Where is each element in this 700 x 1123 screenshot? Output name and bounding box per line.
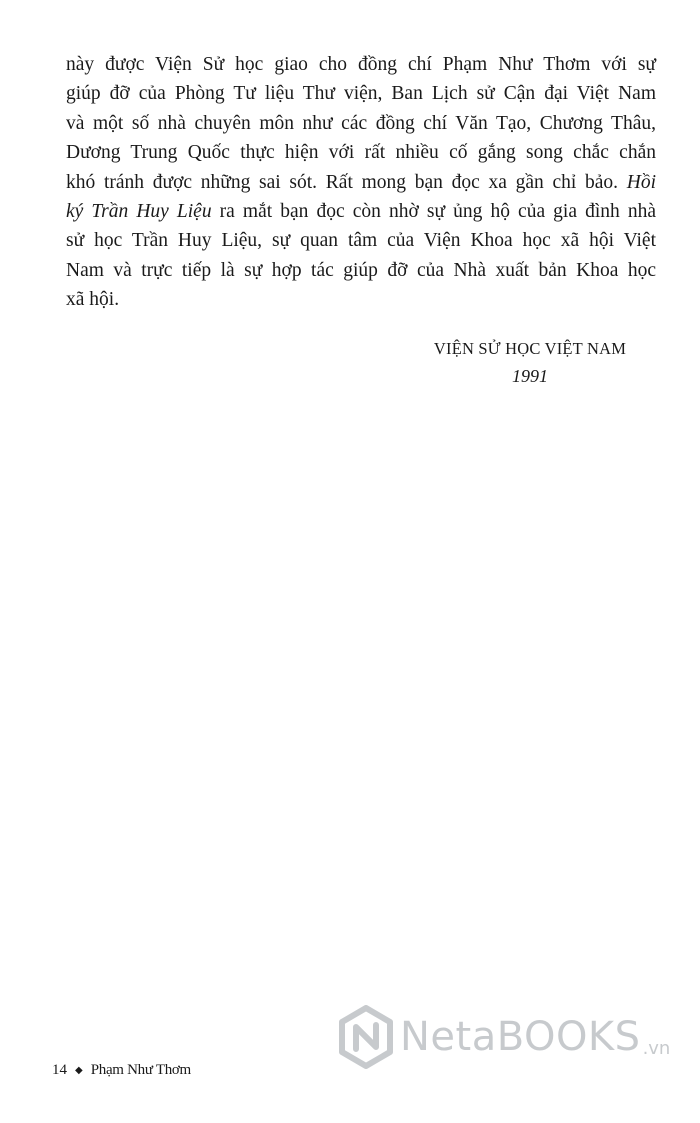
text-line: Nam và trực tiếp là sự hợp tác giúp đỡ của Nhà xuất bản Khoa học <box>66 259 656 281</box>
book-title-italic: Hồi <box>626 171 656 193</box>
page-footer <box>52 1062 191 1079</box>
diamond-bullet-icon: ◆ <box>75 1065 83 1076</box>
text-line: sử học Trần Huy Liệu, sự quan tâm của Viện Khoa học xã hội Việt <box>66 230 656 252</box>
text-line <box>66 168 656 197</box>
text-segment: khó tránh được những sai sót. Rất mong bạn đọc xa gần chỉ bảo. <box>66 171 619 193</box>
text-line: này được Viện Sử học giao cho đồng chí Phạm Như Thơm với sự <box>66 54 656 75</box>
text-line: Dương Trung Quốc thực hiện với rất nhiều cố gắng song chắc chắn <box>66 142 656 164</box>
text-line: và một số nhà chuyên môn như các đồng chí Văn Tạo, Chương Thâu, <box>66 112 656 134</box>
footer-author: Phạm Như Thơm <box>90 1062 191 1078</box>
page-number: 14 <box>52 1062 67 1078</box>
signature-org: VIỆN SỬ HỌC VIỆT NAM <box>433 339 627 358</box>
watermark <box>338 1005 670 1069</box>
text-line <box>66 197 656 226</box>
text-line: giúp đỡ của Phòng Tư liệu Thư viện, Ban Lịch sử Cận đại Việt Nam <box>66 83 656 105</box>
watermark-brand: NetaBOOKS <box>400 1014 641 1060</box>
signature-block <box>380 336 680 390</box>
watermark-tld: .vn <box>642 1038 671 1059</box>
signature-year: 1991 <box>512 366 548 386</box>
text-segment: ra mắt bạn đọc còn nhờ sự ủng hộ của gia đình nhà <box>211 201 657 223</box>
netabooks-logo-icon <box>338 1005 394 1069</box>
book-title-italic: ký Trần Huy Liệu <box>66 201 212 223</box>
body-paragraph <box>66 50 656 315</box>
text-line: xã hội. <box>66 289 120 311</box>
